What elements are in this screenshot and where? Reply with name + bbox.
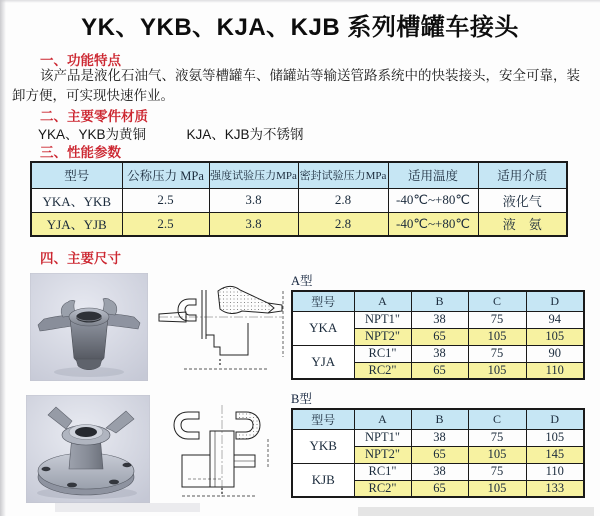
table-row — [292, 429, 584, 446]
dim-cell: 110 — [526, 362, 584, 379]
dim-cell: 75 — [468, 429, 526, 446]
dim-cell: 105 — [468, 446, 526, 463]
dim-cell: 105 — [468, 328, 526, 345]
dimension-block-a — [291, 274, 585, 380]
dim-cell: 75 — [468, 311, 526, 328]
dim-header-b: B — [411, 409, 468, 429]
dim-header-c: C — [468, 409, 526, 429]
dim-cell: NPT1" — [354, 311, 411, 328]
perf-cell: -40℃~+80℃ — [388, 212, 478, 236]
dim-a-header-row — [292, 291, 584, 311]
perf-cell: 液 氨 — [478, 212, 567, 236]
dim-cell: 38 — [411, 311, 468, 328]
dim-cell: 65 — [411, 446, 468, 463]
dim-cell: 105 — [468, 362, 526, 379]
scan-edge-top — [0, 0, 600, 3]
perf-header-medium: 适用介质 — [478, 162, 567, 188]
perf-cell: 2.5 — [122, 212, 209, 236]
dimension-table-a — [291, 290, 585, 380]
dim-cell: 65 — [411, 328, 468, 345]
dim-cell: 133 — [526, 480, 584, 497]
dim-cell: 105 — [526, 429, 584, 446]
page-title: YK、YKB、KJA、KJB 系列槽罐车接头 — [81, 14, 519, 41]
performance-header-row — [31, 162, 567, 188]
perf-cell: YKA、YKB — [31, 188, 122, 212]
section-heading-features: 一、功能特点 — [40, 53, 121, 68]
dim-cell: NPT2" — [354, 446, 411, 463]
dim-header-model: 型号 — [292, 291, 354, 311]
dim-header-a: A — [354, 409, 411, 429]
perf-cell: 3.8 — [209, 212, 298, 236]
materials-text: YKA、YKB为黄铜 KJA、KJB为不锈钢 — [38, 127, 304, 142]
dim-cell: RC1" — [354, 345, 411, 362]
table-row — [292, 345, 584, 362]
dim-cell: NPT2" — [354, 328, 411, 345]
features-paragraph: 该产品是液化石油气、液氨等槽罐车、储罐站等输送管路系统中的快装接头，安全可靠，装卸方便，可实现快速作业。 — [12, 68, 580, 103]
dim-header-b: B — [411, 291, 468, 311]
table-row — [292, 311, 584, 328]
dim-model-cell: YKB — [292, 429, 354, 463]
perf-header-seal-test: 密封试验压力MPa — [298, 162, 388, 188]
table-row — [31, 212, 567, 236]
section-heading-dimensions: 四、主要尺寸 — [40, 251, 121, 266]
table-row — [292, 463, 584, 480]
perf-cell: 液化气 — [478, 188, 567, 212]
dim-cell: 94 — [526, 311, 584, 328]
dim-cell: 65 — [411, 480, 468, 497]
performance-table — [30, 161, 568, 237]
table-row — [31, 188, 567, 212]
dimension-drawing-type-b — [158, 399, 286, 502]
dim-model-cell: YJA — [292, 345, 354, 379]
product-photo-type-a — [30, 273, 148, 381]
dim-cell: NPT1" — [354, 429, 411, 446]
dim-header-c: C — [468, 291, 526, 311]
perf-cell: YJA、YJB — [31, 212, 122, 236]
dim-table-a-label: A型 — [291, 274, 313, 288]
perf-cell: 3.8 — [209, 188, 298, 212]
dim-model-cell: KJB — [292, 463, 354, 497]
dim-cell: 65 — [411, 362, 468, 379]
dim-cell: 145 — [526, 446, 584, 463]
perf-cell: 2.5 — [122, 188, 209, 212]
dim-cell: 38 — [411, 429, 468, 446]
dim-cell: 38 — [411, 463, 468, 480]
dim-cell: 75 — [468, 345, 526, 362]
dim-cell: 38 — [411, 345, 468, 362]
dim-cell: 90 — [526, 345, 584, 362]
dim-cell: RC1" — [354, 463, 411, 480]
dim-header-a: A — [354, 291, 411, 311]
dim-cell: 110 — [526, 463, 584, 480]
dim-cell: RC2" — [354, 362, 411, 379]
section-heading-materials: 二、主要零件材质 — [40, 109, 148, 124]
dim-header-model: 型号 — [292, 409, 354, 429]
dimension-table-b — [291, 408, 585, 498]
dimension-block-b — [291, 392, 585, 498]
perf-header-temperature: 适用温度 — [388, 162, 478, 188]
perf-header-strength-test: 强度试验压力MPa — [209, 162, 298, 188]
dim-header-d: D — [526, 291, 584, 311]
dim-cell: 75 — [468, 463, 526, 480]
dim-table-b-label: B型 — [291, 392, 312, 406]
dim-b-header-row — [292, 409, 584, 429]
dim-cell: 105 — [526, 328, 584, 345]
perf-header-model: 型号 — [31, 162, 122, 188]
scan-edge-bottom — [358, 507, 594, 516]
dim-cell: 105 — [468, 480, 526, 497]
perf-cell: -40℃~+80℃ — [388, 188, 478, 212]
scan-shadow-band — [55, 503, 200, 512]
dim-model-cell: YKA — [292, 311, 354, 345]
dim-header-d: D — [526, 409, 584, 429]
product-photo-type-b — [26, 395, 150, 503]
perf-header-nominal-pressure: 公称压力 MPa — [122, 162, 209, 188]
perf-cell: 2.8 — [298, 188, 388, 212]
scan-edge-left — [0, 0, 6, 516]
dim-cell: RC2" — [354, 480, 411, 497]
section-heading-performance: 三、性能参数 — [40, 145, 121, 160]
dimension-drawing-type-a — [156, 277, 288, 377]
perf-cell: 2.8 — [298, 212, 388, 236]
